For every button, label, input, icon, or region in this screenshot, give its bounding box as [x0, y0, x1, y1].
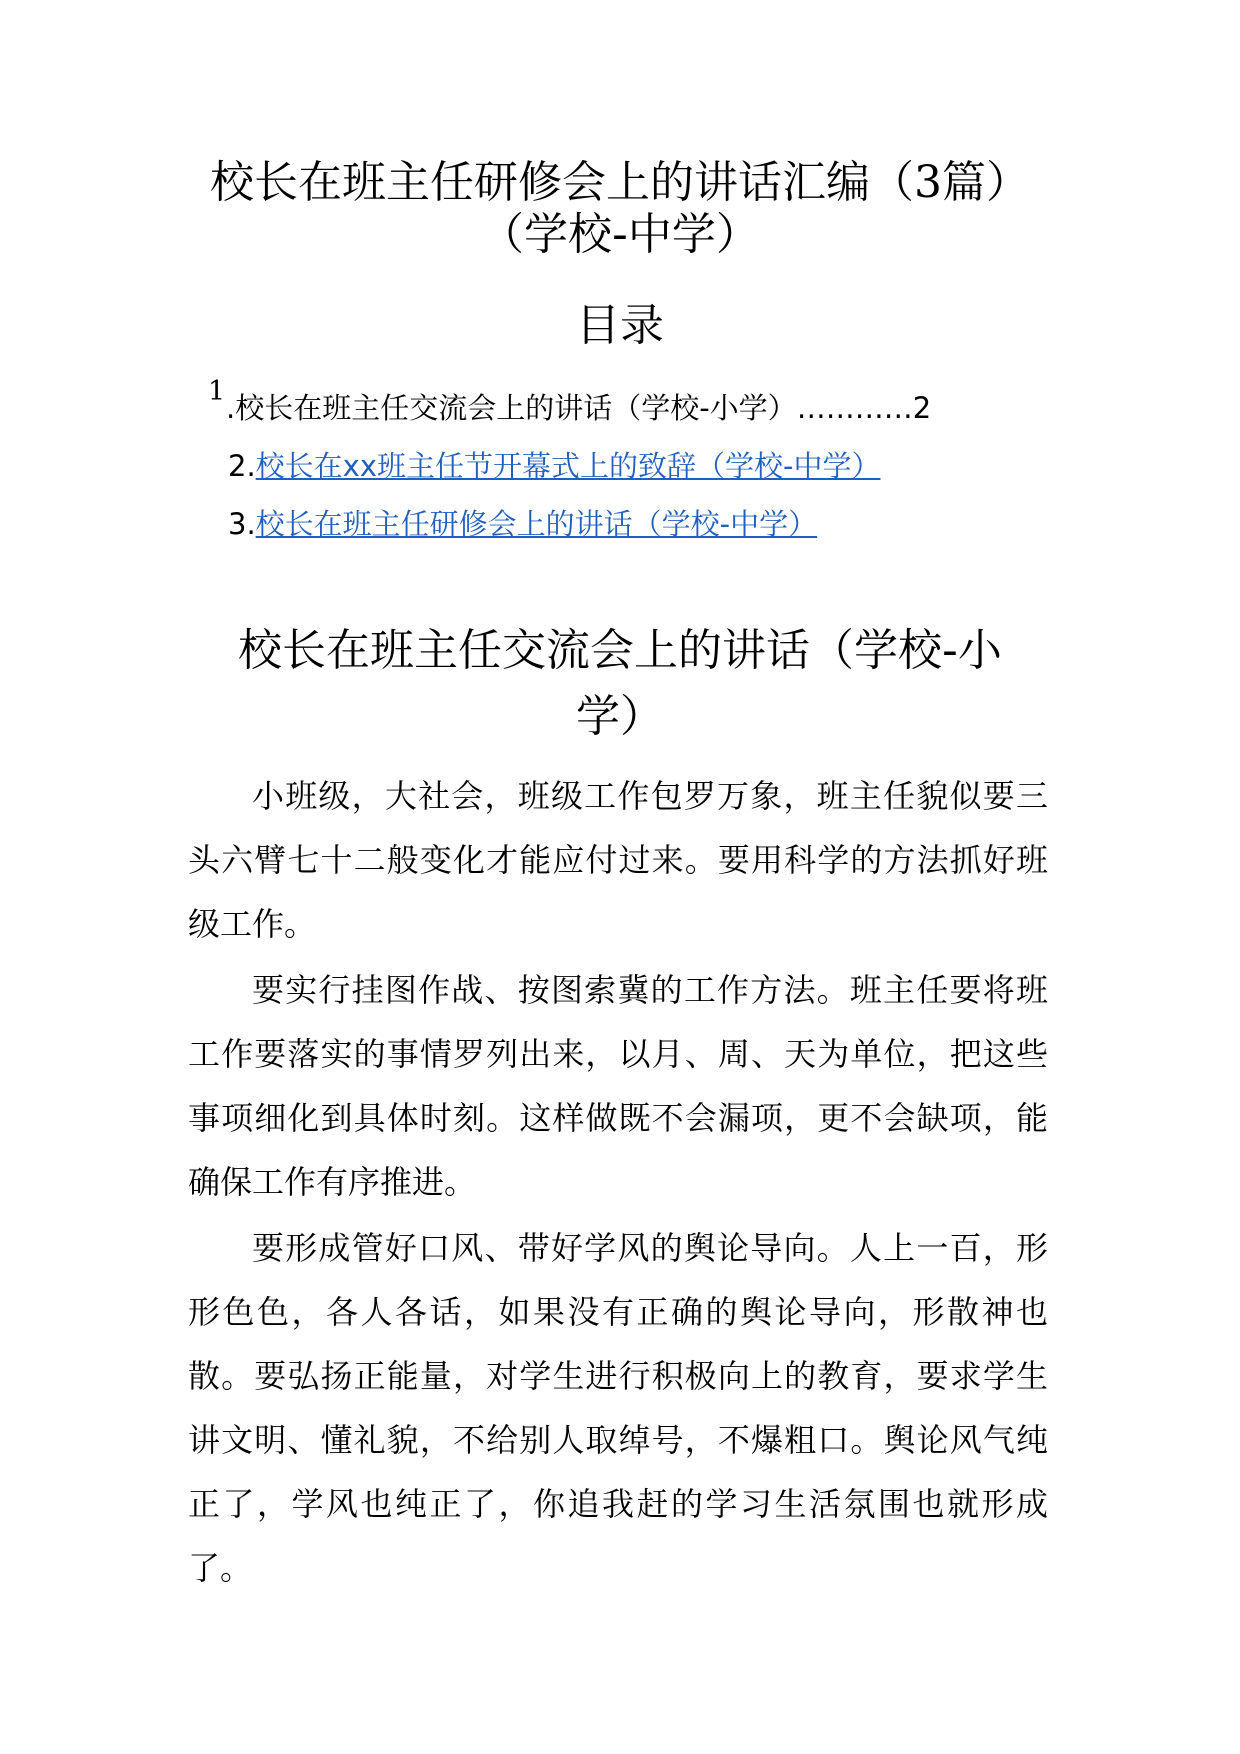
body-paragraph-3: 要形成管好口风、带好学风的舆论导向。人上一百，形形色色，各人各话，如果没有正确的舆论导向，形散神也散。要弘扬正能量，对学生进行积极向上的教育，要求学生讲文明、懂礼貌，不给别人取绰号，不爆粗口。舆论风气纯正了，学风也纯正了，你追我赶的学习生活氛围也就形成了。 [188, 1229, 1048, 1587]
title-suffix: 篇） [942, 157, 1030, 208]
body-paragraph-1: 小班级，大社会，班级工作包罗万象，班主任貌似要三头六臂七十二般变化才能应付过来。要用科学的方法抓好班级工作。 [188, 777, 1048, 943]
toc-entry-number: . [226, 391, 236, 425]
body-paragraph-2: 要实行挂图作战、按图索冀的工作方法。班主任要将班工作要落实的事情罗列出来，以月、周、天为单位，把这些事项细化到具体时刻。这样做既不会漏项，更不会缺项，能确保工作有序推进。 [188, 971, 1048, 1201]
section-title-line1: 校长在班主任交流会上的讲话（学校-小 [238, 625, 1002, 676]
toc-entry-2[interactable] [228, 444, 880, 488]
title-prefix: 校长在班主任研修会上的讲话汇编（ [210, 157, 914, 208]
toc-link[interactable]: 校长在班主任研修会上的讲话（学校-中学） [255, 507, 818, 541]
title-count: 3 [914, 157, 942, 208]
toc-heading: 目录 [576, 300, 664, 351]
section-title [150, 618, 1090, 750]
toc-entry-number: 2. [228, 449, 256, 483]
toc-link[interactable]: 校长在xx班主任节开幕式上的致辞（学校-中学） [255, 449, 881, 483]
toc-entry-text: 校长在班主任交流会上的讲话（学校-小学） [235, 391, 797, 425]
document-title-line2: （学校-中学） [480, 209, 760, 260]
toc-level-marker: 1 [208, 376, 226, 407]
toc-entry-leader: ………… [796, 391, 913, 425]
toc-entry-1[interactable] [226, 386, 931, 430]
toc-entry-page: 2 [912, 391, 932, 425]
toc-entry-number: 3. [228, 507, 256, 541]
toc-entry-3[interactable] [228, 502, 817, 546]
section-title-line2: 学） [576, 691, 664, 742]
